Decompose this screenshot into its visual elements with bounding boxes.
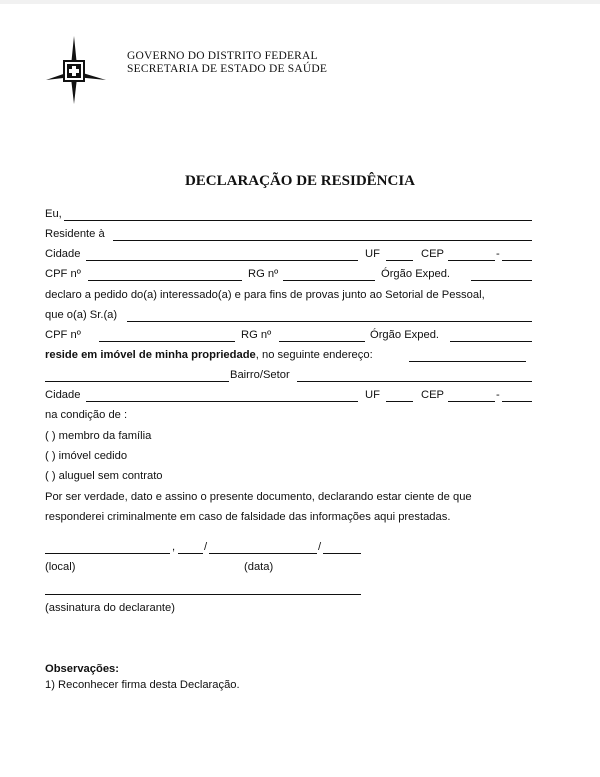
- form-line-que-sr: [45, 308, 532, 324]
- field-rg-line[interactable]: [283, 280, 375, 281]
- label-cidade-2: Cidade: [45, 389, 81, 401]
- cep-dash: -: [496, 248, 500, 260]
- comma: ,: [172, 541, 176, 553]
- form-line-eu: [45, 207, 532, 223]
- field-cep-suffix-2-line[interactable]: [502, 401, 532, 402]
- document-page: [0, 4, 600, 777]
- label-uf: UF: [365, 248, 380, 260]
- header-line-2: SECRETARIA DE ESTADO DE SAÚDE: [127, 63, 328, 75]
- notes-heading: Observações:: [45, 663, 120, 675]
- option-membro-familia[interactable]: ( ) membro da família: [45, 430, 152, 442]
- label-local: (local): [45, 561, 76, 573]
- form-line-condicao: [45, 408, 532, 424]
- label-bairro: Bairro/Setor: [230, 369, 290, 381]
- label-residente: Residente à: [45, 228, 105, 240]
- label-cidade: Cidade: [45, 248, 81, 260]
- form-line-cidade-2: [45, 388, 532, 404]
- label-rg-2: RG nº: [241, 329, 272, 341]
- form-line-cpf-1: [45, 267, 532, 283]
- page-title: DECLARAÇÃO DE RESIDÊNCIA: [184, 173, 416, 189]
- form-line-declaro: [45, 288, 532, 304]
- slash-2: /: [318, 541, 322, 553]
- field-uf-line[interactable]: [386, 260, 413, 261]
- option-aluguel-sem-contrato[interactable]: ( ) aluguel sem contrato: [45, 470, 163, 482]
- notes-item-1: 1) Reconhecer firma desta Declaração.: [45, 679, 240, 691]
- field-endereco-line[interactable]: [409, 361, 526, 362]
- slash-1: /: [204, 541, 208, 553]
- field-sr-name-line[interactable]: [127, 321, 532, 322]
- header-line-1: GOVERNO DO DISTRITO FEDERAL: [127, 50, 318, 62]
- label-orgao: Órgão Exped.: [381, 268, 451, 280]
- field-rg-2-line[interactable]: [279, 341, 365, 342]
- form-line-local-data: [45, 540, 532, 556]
- text-reside-rest: , no seguinte endereço:: [255, 349, 373, 361]
- label-cpf-2: CPF nº: [45, 329, 81, 341]
- brasilia-emblem-icon: [46, 36, 106, 106]
- label-cep: CEP: [421, 248, 445, 260]
- field-day-line[interactable]: [178, 553, 203, 554]
- field-bairro-line[interactable]: [297, 381, 532, 382]
- field-address-line[interactable]: [113, 240, 532, 241]
- text-verdade-1: Por ser verdade, dato e assino o presente documento, declarando estar ciente de que: [45, 491, 472, 503]
- field-month-line[interactable]: [209, 553, 317, 554]
- form-line-cpf-2: [45, 328, 532, 344]
- label-orgao-2: Órgão Exped.: [370, 329, 440, 341]
- government-header: [127, 50, 327, 76]
- field-orgao-2-line[interactable]: [450, 341, 532, 342]
- label-condicao: na condição de :: [45, 409, 128, 421]
- field-endereco-cont-line[interactable]: [45, 381, 229, 382]
- label-cep-2: CEP: [421, 389, 445, 401]
- field-cep-suffix-line[interactable]: [502, 260, 532, 261]
- cep-dash-2: -: [496, 389, 500, 401]
- label-rg: RG nº: [248, 268, 279, 280]
- label-cpf: CPF nº: [45, 268, 81, 280]
- text-reside: [45, 348, 373, 362]
- field-cidade-2-line[interactable]: [86, 401, 358, 402]
- option-imovel-cedido[interactable]: ( ) imóvel cedido: [45, 450, 128, 462]
- text-declaro: declaro a pedido do(a) interessado(a) e para fins de provas junto ao Setorial de Pessoal,: [45, 289, 485, 301]
- field-cep-line[interactable]: [448, 260, 495, 261]
- field-cpf-2-line[interactable]: [99, 341, 235, 342]
- form-line-cidade-1: [45, 247, 532, 263]
- field-cep-2-line[interactable]: [448, 401, 495, 402]
- form-line-residente: [45, 227, 532, 243]
- label-uf-2: UF: [365, 389, 380, 401]
- field-local-line[interactable]: [45, 553, 170, 554]
- form-line-bairro: [45, 368, 532, 384]
- form-line-reside: [45, 348, 532, 364]
- label-assinatura: (assinatura do declarante): [45, 602, 175, 614]
- field-signature-line[interactable]: [45, 594, 361, 595]
- label-eu: Eu,: [45, 208, 62, 220]
- form-line-assinatura: [45, 581, 532, 597]
- field-cidade-line[interactable]: [86, 260, 358, 261]
- text-verdade-2: responderei criminalmente em caso de falsidade das informações aqui prestadas.: [45, 511, 451, 523]
- text-reside-bold: reside em imóvel de minha propriedade: [45, 349, 256, 361]
- field-cpf-line[interactable]: [88, 280, 242, 281]
- field-uf-2-line[interactable]: [386, 401, 413, 402]
- field-year-line[interactable]: [323, 553, 361, 554]
- label-data: (data): [244, 561, 274, 573]
- label-que-sr: que o(a) Sr.(a): [45, 309, 118, 321]
- field-orgao-line[interactable]: [471, 280, 532, 281]
- field-name-line[interactable]: [64, 220, 532, 221]
